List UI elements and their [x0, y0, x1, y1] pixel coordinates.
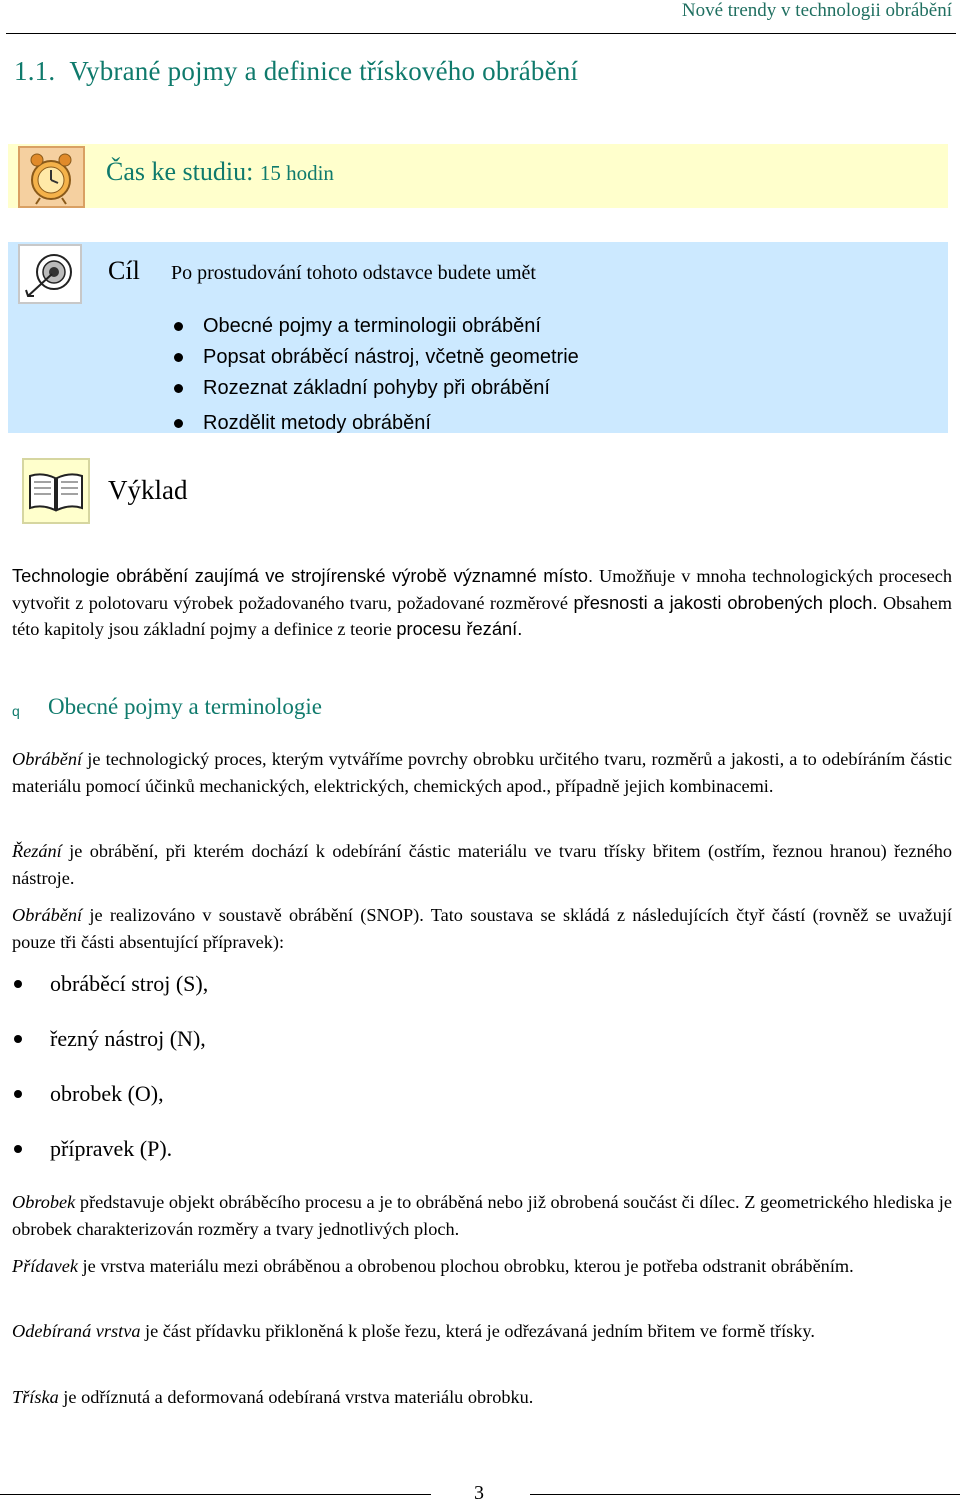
list-item: Rozdělit metody obrábění	[168, 408, 579, 439]
definition-text: je realizováno v soustavě obrábění (SNOP). Tato soustava se skládá z následujících čtyř částí (rovněž se uvažují pouze tři části absentující přípravek):	[12, 905, 952, 952]
term: Obrobek	[12, 1192, 76, 1212]
section-title-text: Vybrané pojmy a definice třískového obrábění	[69, 56, 579, 86]
footer-rule-right	[530, 1494, 960, 1495]
list-item: Obecné pojmy a terminologii obrábění	[168, 311, 579, 342]
definition-triska	[12, 1384, 952, 1411]
footer-rule-left	[0, 1494, 431, 1495]
definition-text: je vrstva materiálu mezi obráběnou a obrobenou plochou obrobku, kterou je potřeba odstranit obráběním.	[77, 1256, 854, 1276]
definition-text: je technologický proces, kterým vytváříme povrchy obrobku určitého tvaru, rozměrů a jakosti, a to odebíráním částic materiálu pomocí účinků mechanických, elektrických, chemických apod., případně jejich kombinacemi.	[12, 749, 952, 796]
page-number: 3	[474, 1482, 484, 1504]
term: Obrábění	[12, 749, 83, 769]
open-book-icon	[22, 458, 90, 524]
snop-parts-list	[12, 966, 208, 1186]
subsection-title: Obecné pojmy a terminologie	[48, 694, 323, 719]
term: Obrábění	[12, 905, 83, 925]
definition-pridavek	[12, 1253, 952, 1280]
alarm-clock-icon	[18, 146, 85, 208]
term: Přídavek	[12, 1256, 78, 1276]
section-title	[14, 56, 578, 87]
goal-label: Cíl	[108, 256, 140, 285]
intro-paragraph	[12, 563, 952, 643]
study-time-label: Čas ke studiu:	[106, 157, 254, 186]
intro-text-c: přesnosti a jakosti obrobených ploch.	[573, 591, 878, 613]
list-item: přípravek (P).	[12, 1131, 208, 1186]
term: Odebíraná vrstva	[12, 1321, 141, 1341]
target-icon	[18, 244, 82, 304]
definition-snop	[12, 902, 952, 955]
intro-text-b: Umožňuje v mnoha technologických procesech vytvořit z polotovaru výrobek požadovaného tvaru, požadované rozměrové	[12, 566, 952, 613]
definition-text: je obrábění, při kterém dochází k odebírání částic materiálu ve tvaru třísky břitem (ostřím, řeznou hranou) řezného nástroje.	[12, 841, 952, 888]
definition-vrstva	[12, 1318, 952, 1345]
section-number: 1.1.	[14, 56, 56, 86]
definition-text: představuje objekt obráběcího procesu a je to obráběná nebo již obrobená součást či dílec. Z geometrického hlediska je obrobek charakterizován rozměry a tvary jednotlivých ploch.	[12, 1192, 952, 1239]
study-time-value: 15 hodin	[259, 161, 334, 185]
header-rule	[6, 33, 956, 34]
list-item: Rozeznat základní pohyby při obrábění	[168, 373, 579, 404]
lecture-label: Výklad	[108, 475, 188, 505]
definition-obrabeni	[12, 746, 952, 799]
definition-obrobek	[12, 1189, 952, 1242]
intro-text-d: Obsahem této kapitoly jsou základní pojmy a definice z teorie	[12, 592, 953, 639]
intro-text-a: Technologie obrábění zaujímá ve strojírenské výrobě významné místo.	[12, 565, 594, 586]
definition-rezani	[12, 838, 952, 891]
term: Řezání	[12, 841, 62, 861]
goal-intro: Po prostudování tohoto odstavce budete umět	[171, 262, 536, 284]
list-item: Popsat obráběcí nástroj, včetně geometrie	[168, 342, 579, 373]
definition-text: je část přídavku přikloněná k ploše řezu, která je odřezávaná jedním břitem ve formě třísky.	[140, 1321, 815, 1341]
running-header: Nové trendy v technologii obrábění	[681, 0, 952, 21]
goal-list	[168, 311, 579, 439]
study-time	[106, 157, 334, 187]
subsection-marker: q	[12, 703, 20, 719]
list-item: řezný nástroj (N),	[12, 1021, 208, 1076]
definition-text: je odříznutá a deformovaná odebíraná vrstva materiálu obrobku.	[58, 1387, 534, 1407]
intro-text-e: procesu řezání.	[396, 618, 523, 639]
term: Tříska	[12, 1387, 59, 1407]
list-item: obráběcí stroj (S),	[12, 966, 208, 1021]
list-item: obrobek (O),	[12, 1076, 208, 1131]
